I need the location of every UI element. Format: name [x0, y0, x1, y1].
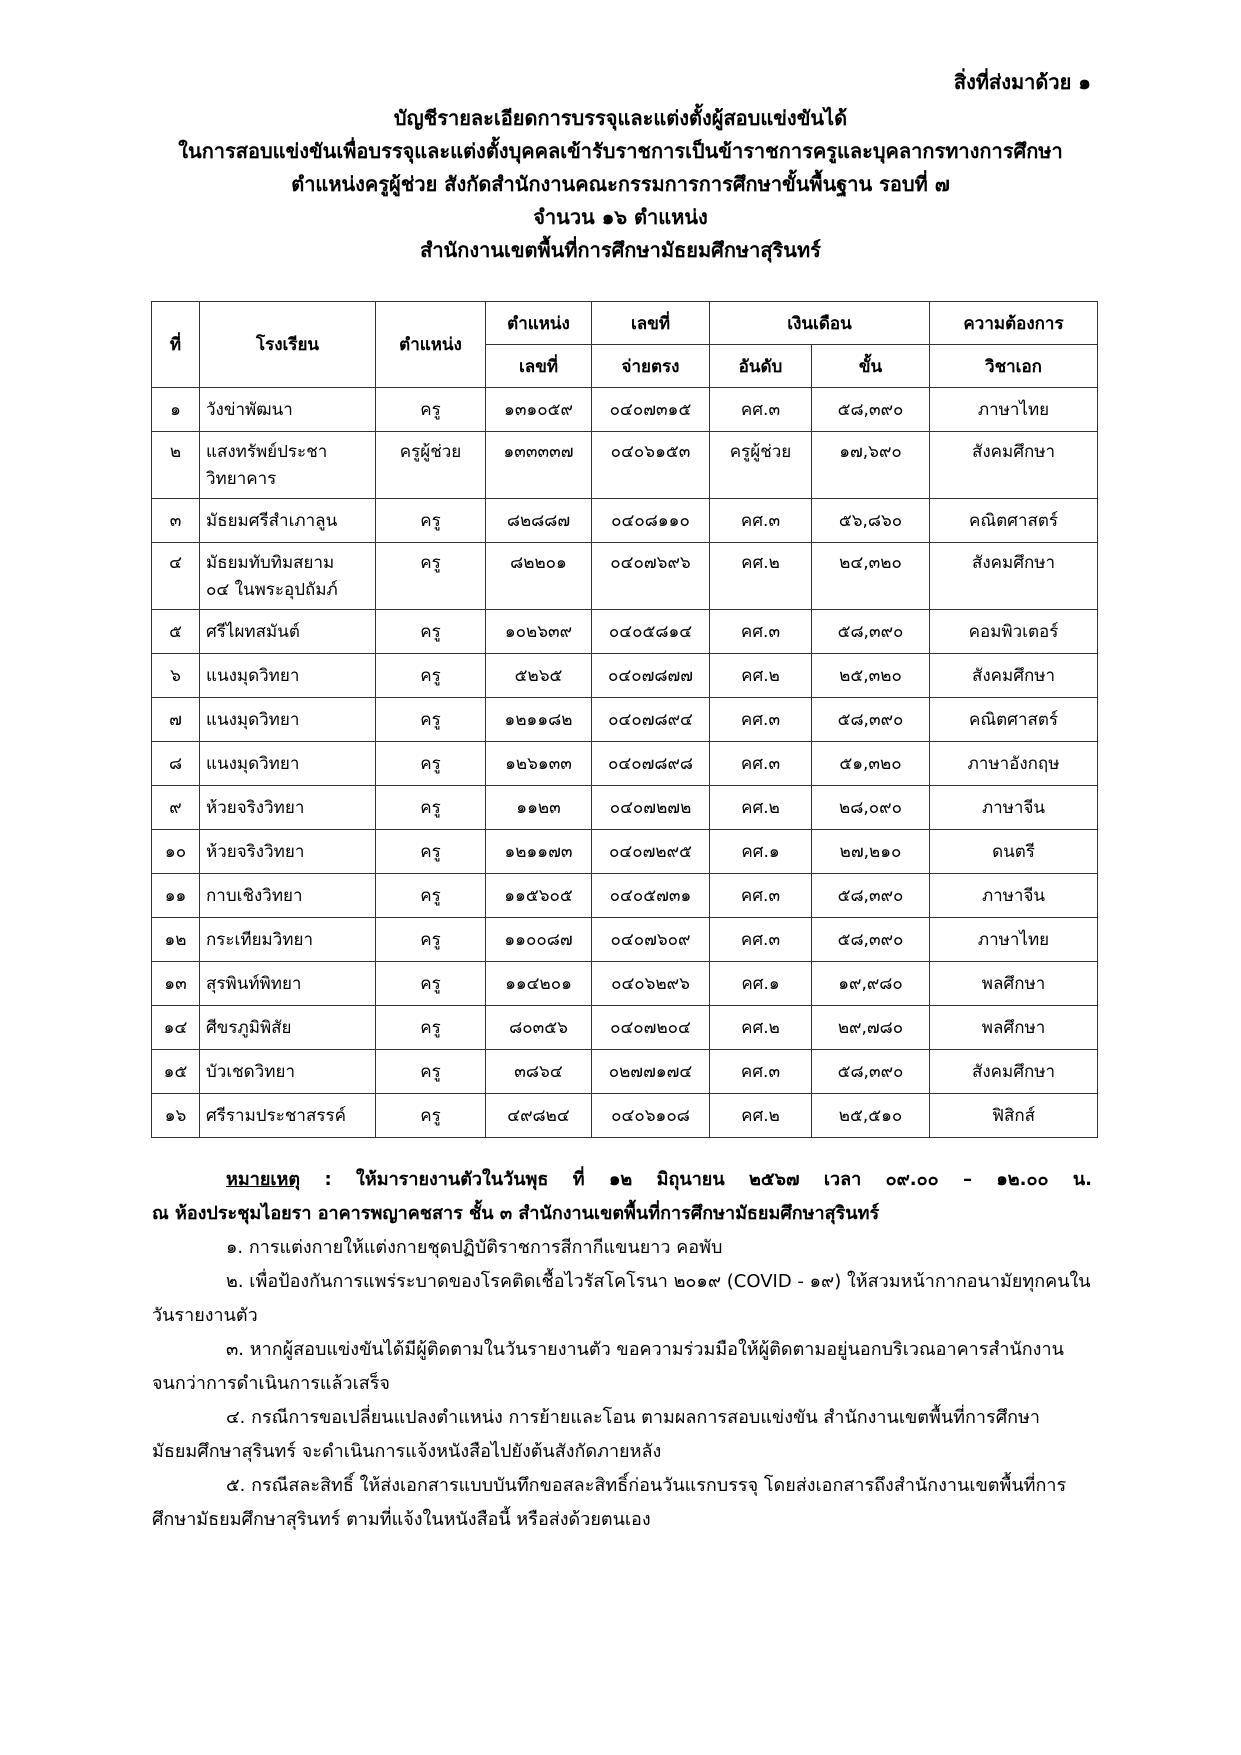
cell-rank: คศ.๒	[710, 543, 812, 610]
header-direct-pay-bottom: จ่ายตรง	[592, 345, 710, 388]
cell-position-no: ๑๐๒๖๓๙	[486, 610, 592, 654]
header-position-no-top: ตำแหน่ง	[486, 302, 592, 345]
cell-school	[200, 1006, 376, 1050]
cell-direct-pay-no: ๐๔๐๗๘๙๔	[592, 698, 710, 742]
remark-line-2: ณ ห้องประชุมไอยรา อาคารพญาคชสาร ชั้น ๓ สำนักงานเขตพื้นที่การศึกษามัธยมศึกษาสุรินทร์	[152, 1203, 880, 1224]
school-name: ศีขรภูมิพิสัย	[206, 1018, 292, 1038]
header-rank: อันดับ	[710, 345, 812, 388]
school-name: บัวเชดวิทยา	[206, 1062, 295, 1082]
header-position-no-bottom: เลขที่	[486, 345, 592, 388]
cell-major: คณิตศาสตร์	[930, 499, 1098, 543]
table-row	[152, 654, 1098, 698]
cell-position-no: ๓๘๖๔	[486, 1050, 592, 1094]
cell-school	[200, 918, 376, 962]
cell-step: ๕๑,๓๒๐	[812, 742, 930, 786]
school-name: ศรีรามประชาสรรค์	[206, 1106, 346, 1126]
table-row	[152, 1094, 1098, 1138]
table-row	[152, 742, 1098, 786]
cell-rank: คศ.๒	[710, 1006, 812, 1050]
cell-no: ๖	[152, 654, 200, 698]
cell-school	[200, 432, 376, 499]
school-name: ห้วยจริงวิทยา	[206, 842, 305, 862]
cell-position: ครู	[376, 830, 486, 874]
cell-direct-pay-no: ๐๔๐๗๒๗๒	[592, 786, 710, 830]
table-row	[152, 698, 1098, 742]
table-row	[152, 874, 1098, 918]
cell-position-no: ๑๑๒๓	[486, 786, 592, 830]
cell-rank: คศ.๒	[710, 786, 812, 830]
cell-direct-pay-no: ๐๔๐๗๘๙๘	[592, 742, 710, 786]
note-item-2: ๒. เพื่อป้องกันการแพร่ระบาดของโรคติดเชื้อไวรัสโคโรนา ๒๐๑๙ (COVID - ๑๙) ให้สวมหน้ากากอนามัยทุกคนในวันรายงานตัว	[152, 1271, 1091, 1326]
school-name: กาบเชิงวิทยา	[206, 886, 303, 906]
note-item-3: ๓. หากผู้สอบแข่งขันได้มีผู้ติดตามในวันรายงานตัว ขอความร่วมมือให้ผู้ติดตามอยู่นอกบริเวณอาคารสำนักงานจนกว่าการดำเนินการแล้วเสร็จ	[152, 1339, 1064, 1394]
cell-no: ๓	[152, 499, 200, 543]
cell-no: ๗	[152, 698, 200, 742]
school-name: แนงมุดวิทยา	[206, 754, 300, 774]
cell-school	[200, 874, 376, 918]
cell-position: ครู	[376, 1006, 486, 1050]
cell-position-no: ๑๒๖๑๓๓	[486, 742, 592, 786]
cell-position-no: ๕๒๖๕	[486, 654, 592, 698]
cell-rank: คศ.๑	[710, 962, 812, 1006]
school-name: แนงมุดวิทยา	[206, 666, 300, 686]
school-name: กระเทียมวิทยา	[206, 930, 313, 950]
cell-position: ครู	[376, 698, 486, 742]
cell-school	[200, 742, 376, 786]
school-name-cont: วิทยาคาร	[206, 469, 277, 489]
cell-no: ๑๔	[152, 1006, 200, 1050]
cell-school	[200, 543, 376, 610]
header-direct-pay-top: เลขที่	[592, 302, 710, 345]
cell-direct-pay-no: ๐๔๐๗๘๗๗	[592, 654, 710, 698]
cell-major: คณิตศาสตร์	[930, 698, 1098, 742]
cell-rank: คศ.๒	[710, 1094, 812, 1138]
document-title-block	[100, 102, 1141, 267]
note-item-1: ๑. การแต่งกายให้แต่งกายชุดปฏิบัติราชการสีกากีแขนยาว คอพับ	[226, 1237, 723, 1258]
cell-major: พลศึกษา	[930, 1006, 1098, 1050]
cell-position: ครู	[376, 742, 486, 786]
cell-school	[200, 786, 376, 830]
cell-step: ๒๕,๕๑๐	[812, 1094, 930, 1138]
school-name: สุรพินท์พิทยา	[206, 974, 302, 994]
note-item-4: ๔. กรณีการขอเปลี่ยนแปลงตำแหน่ง การย้ายและโอน ตามผลการสอบแข่งขัน สำนักงานเขตพื้นที่การศึกษามัธยมศึกษาสุรินทร์ จะดำเนินการแจ้งหนังสือไปยังต้นสังกัดภายหลัง	[152, 1407, 1040, 1462]
table-row	[152, 1006, 1098, 1050]
cell-step: ๒๕,๓๒๐	[812, 654, 930, 698]
cell-no: ๑๒	[152, 918, 200, 962]
note-item-5: ๕. กรณีสละสิทธิ์ ให้ส่งเอกสารแบบบันทึกขอสละสิทธิ์ก่อนวันแรกบรรจุ โดยส่งเอกสารถึงสำนักงานเขตพื้นที่การศึกษามัธยมศึกษาสุรินทร์ ตามที่แจ้งในหนังสือนี้ หรือส่งด้วยตนเอง	[152, 1475, 1067, 1530]
cell-major: ภาษาจีน	[930, 874, 1098, 918]
school-name: แนงมุดวิทยา	[206, 710, 300, 730]
table-row	[152, 499, 1098, 543]
cell-position: ครู	[376, 962, 486, 1006]
cell-position: ครู	[376, 1094, 486, 1138]
cell-step: ๒๙,๗๘๐	[812, 1006, 930, 1050]
remark-line-1	[152, 1163, 1092, 1197]
cell-direct-pay-no: ๐๔๐๗๓๑๕	[592, 388, 710, 432]
table-row	[152, 610, 1098, 654]
table-row	[152, 962, 1098, 1006]
cell-rank: ครูผู้ช่วย	[710, 432, 812, 499]
cell-direct-pay-no: ๐๔๐๗๒๐๔	[592, 1006, 710, 1050]
cell-direct-pay-no: ๐๔๐๖๑๕๓	[592, 432, 710, 499]
cell-rank: คศ.๓	[710, 1050, 812, 1094]
cell-rank: คศ.๓	[710, 610, 812, 654]
appointment-table	[151, 301, 1098, 1138]
cell-step: ๕๘,๓๙๐	[812, 1050, 930, 1094]
school-name: วังข่าพัฒนา	[206, 400, 293, 420]
cell-rank: คศ.๓	[710, 388, 812, 432]
cell-major: สังคมศึกษา	[930, 1050, 1098, 1094]
cell-no: ๑๓	[152, 962, 200, 1006]
table-row	[152, 543, 1098, 610]
cell-step: ๑๗,๖๙๐	[812, 432, 930, 499]
cell-no: ๒	[152, 432, 200, 499]
cell-step: ๑๙,๙๘๐	[812, 962, 930, 1006]
cell-position-no: ๘๒๒๐๑	[486, 543, 592, 610]
school-name: ศรีไผทสมันต์	[206, 622, 300, 642]
table-row	[152, 830, 1098, 874]
cell-school	[200, 1094, 376, 1138]
cell-no: ๙	[152, 786, 200, 830]
cell-direct-pay-no: ๐๔๐๗๖๙๖	[592, 543, 710, 610]
cell-major: สังคมศึกษา	[930, 654, 1098, 698]
cell-step: ๕๘,๓๙๐	[812, 918, 930, 962]
attachment-label: สิ่งที่ส่งมาด้วย ๑	[953, 70, 1091, 94]
cell-position: ครู	[376, 874, 486, 918]
cell-no: ๔	[152, 543, 200, 610]
cell-position-no: ๑๑๔๒๐๑	[486, 962, 592, 1006]
cell-direct-pay-no: ๐๔๐๗๒๙๕	[592, 830, 710, 874]
cell-position-no: ๘๐๓๕๖	[486, 1006, 592, 1050]
table-row	[152, 432, 1098, 499]
school-name: แสงทรัพย์ประชา	[206, 442, 328, 462]
header-position: ตำแหน่ง	[376, 302, 486, 388]
cell-position: ครูผู้ช่วย	[376, 432, 486, 499]
cell-step: ๒๘,๐๙๐	[812, 786, 930, 830]
cell-position-no: ๑๑๕๖๐๕	[486, 874, 592, 918]
cell-position-no: ๘๒๘๘๗	[486, 499, 592, 543]
cell-position-no: ๑๑๐๐๘๗	[486, 918, 592, 962]
cell-position: ครู	[376, 786, 486, 830]
cell-school	[200, 499, 376, 543]
cell-position: ครู	[376, 654, 486, 698]
cell-position-no: ๑๓๑๐๕๙	[486, 388, 592, 432]
cell-school	[200, 830, 376, 874]
cell-major: พลศึกษา	[930, 962, 1098, 1006]
header-no: ที่	[152, 302, 200, 388]
cell-direct-pay-no: ๐๔๐๕๗๓๑	[592, 874, 710, 918]
cell-step: ๕๘,๓๙๐	[812, 698, 930, 742]
cell-school	[200, 654, 376, 698]
school-name: มัธยมทับทิมสยาม	[206, 553, 335, 573]
cell-position: ครู	[376, 499, 486, 543]
cell-major: สังคมศึกษา	[930, 543, 1098, 610]
cell-position-no: ๑๒๑๑๘๒	[486, 698, 592, 742]
title-line-3: ตำแหน่งครูผู้ช่วย สังกัดสำนักงานคณะกรรมการการศึกษาขั้นพื้นฐาน รอบที่ ๗	[291, 172, 950, 196]
cell-rank: คศ.๓	[710, 499, 812, 543]
cell-direct-pay-no: ๐๔๐๕๘๑๔	[592, 610, 710, 654]
cell-rank: คศ.๓	[710, 742, 812, 786]
notes-section	[152, 1163, 1092, 1537]
cell-direct-pay-no: ๐๔๐๖๒๙๖	[592, 962, 710, 1006]
school-name: ห้วยจริงวิทยา	[206, 798, 305, 818]
cell-step: ๒๔,๓๒๐	[812, 543, 930, 610]
cell-no: ๑๖	[152, 1094, 200, 1138]
cell-major: ภาษาไทย	[930, 918, 1098, 962]
cell-major: ภาษาไทย	[930, 388, 1098, 432]
cell-rank: คศ.๓	[710, 698, 812, 742]
cell-rank: คศ.๓	[710, 874, 812, 918]
remark-label: หมายเหตุ	[226, 1169, 301, 1190]
remark-text-1: : ให้มารายงานตัวในวันพุธ ที่ ๑๒ มิถุนายน ๒๕๖๗ เวลา ๐๙.๐๐ – ๑๒.๐๐ น.	[300, 1169, 1092, 1190]
cell-step: ๒๗,๒๑๐	[812, 830, 930, 874]
cell-position-no: ๑๒๑๑๗๓	[486, 830, 592, 874]
cell-position-no: ๔๙๘๒๔	[486, 1094, 592, 1138]
cell-direct-pay-no: ๐๒๗๗๑๗๔	[592, 1050, 710, 1094]
cell-no: ๕	[152, 610, 200, 654]
cell-no: ๑๕	[152, 1050, 200, 1094]
header-major-top: ความต้องการ	[930, 302, 1098, 345]
cell-step: ๕๘,๓๙๐	[812, 610, 930, 654]
cell-position: ครู	[376, 1050, 486, 1094]
cell-major: สังคมศึกษา	[930, 432, 1098, 499]
header-major-bottom: วิชาเอก	[930, 345, 1098, 388]
title-line-1: บัญชีรายละเอียดการบรรจุและแต่งตั้งผู้สอบแข่งขันได้	[393, 106, 848, 130]
cell-school	[200, 388, 376, 432]
cell-major: ภาษาจีน	[930, 786, 1098, 830]
cell-rank: คศ.๓	[710, 918, 812, 962]
cell-direct-pay-no: ๐๔๐๖๑๐๘	[592, 1094, 710, 1138]
cell-major: ฟิสิกส์	[930, 1094, 1098, 1138]
cell-position: ครู	[376, 388, 486, 432]
cell-direct-pay-no: ๐๔๐๘๑๑๐	[592, 499, 710, 543]
cell-step: ๕๘,๓๙๐	[812, 388, 930, 432]
cell-position-no: ๑๓๓๓๓๗	[486, 432, 592, 499]
cell-rank: คศ.๒	[710, 654, 812, 698]
table-row	[152, 388, 1098, 432]
cell-position: ครู	[376, 543, 486, 610]
cell-position: ครู	[376, 918, 486, 962]
cell-school	[200, 610, 376, 654]
cell-major: ดนตรี	[930, 830, 1098, 874]
cell-major: คอมพิวเตอร์	[930, 610, 1098, 654]
cell-school	[200, 698, 376, 742]
title-line-4: จำนวน ๑๖ ตำแหน่ง	[533, 205, 708, 229]
header-school: โรงเรียน	[200, 302, 376, 388]
cell-direct-pay-no: ๐๔๐๗๖๐๙	[592, 918, 710, 962]
cell-no: ๑๐	[152, 830, 200, 874]
table-row	[152, 918, 1098, 962]
cell-step: ๕๖,๘๖๐	[812, 499, 930, 543]
cell-school	[200, 1050, 376, 1094]
cell-no: ๘	[152, 742, 200, 786]
header-step: ขั้น	[812, 345, 930, 388]
cell-no: ๑๑	[152, 874, 200, 918]
cell-no: ๑	[152, 388, 200, 432]
school-name: มัธยมศรีสำเภาลูน	[206, 511, 338, 531]
title-line-5: สำนักงานเขตพื้นที่การศึกษามัธยมศึกษาสุรินทร์	[420, 238, 821, 262]
cell-position: ครู	[376, 610, 486, 654]
cell-major: ภาษาอังกฤษ	[930, 742, 1098, 786]
school-name-cont: ๐๔ ในพระอุปถัมภ์	[206, 580, 338, 600]
table-row	[152, 1050, 1098, 1094]
table-row	[152, 786, 1098, 830]
cell-step: ๕๘,๓๙๐	[812, 874, 930, 918]
header-salary: เงินเดือน	[710, 302, 930, 345]
cell-school	[200, 962, 376, 1006]
title-line-2: ในการสอบแข่งขันเพื่อบรรจุและแต่งตั้งบุคคลเข้ารับราชการเป็นข้าราชการครูและบุคลากรทางการศึกษา	[178, 139, 1063, 163]
cell-rank: คศ.๑	[710, 830, 812, 874]
